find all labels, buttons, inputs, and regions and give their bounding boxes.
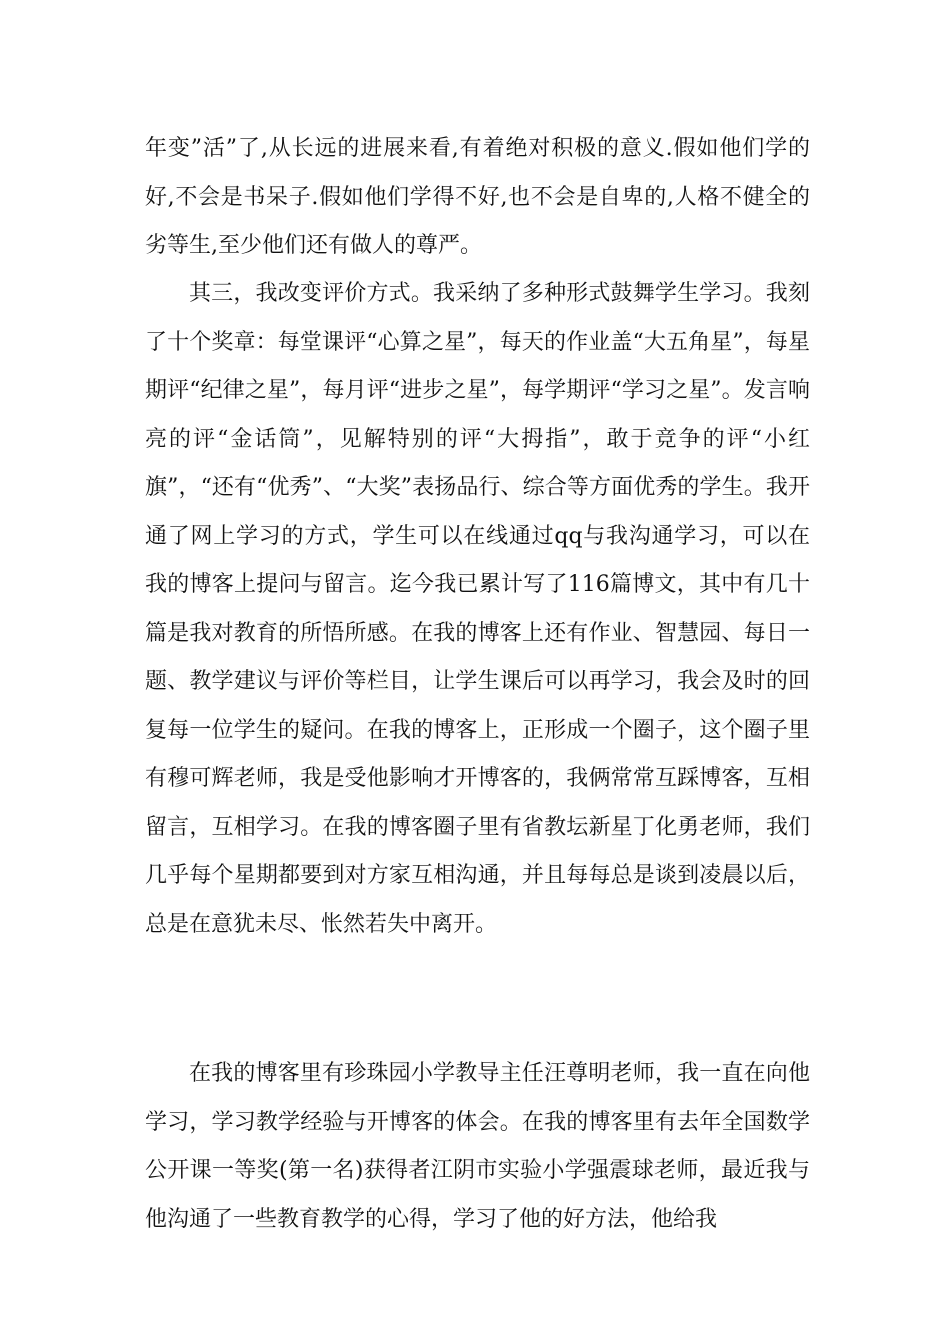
paragraph-blog-circle: 在我的博客里有珍珠园小学教导主任汪尊明老师，我一直在向他学习，学习教学经验与开博客的体会。在我的博客里有去年全国数学公开课一等奖(第一名)获得者江阴市实验小学强震球老师，最近我与他沟通了一些教育教学的心得，学习了他的好方法，他给我 bbox=[145, 1061, 810, 1232]
paragraph-evaluation-methods: 其三，我改变评价方式。我采纳了多种形式鼓舞学生学习。我刻了十个奖章：每堂课评“心算之星”，每天的作业盖“大五角星”，每星期评“纪律之星”，每月评“进步之星”，每学期评“学习之星”。发言响亮的评“金话筒”，见解特别的评“大拇指”，敢于竞争的评“小红旗”，“还有“优秀”、“大奖”表扬品行、综合等方面优秀的学生。我开通了网上学习的方式，学生可以在线通过qq与我沟通学习，可以在我的博客上提问与留言。迄今我已累计写了116篇博文，其中有几十篇是我对教育的所悟所感。在我的博客上还有作业、智慧园、每日一题、教学建议与评价等栏目，让学生课后可以再学习，我会及时的回复每一位学生的疑问。在我的博客上，正形成一个圈子，这个圈子里有穆可辉老师，我是受他影响才开博客的，我俩常常互踩博客，互相留言，互相学习。在我的博客圈子里有省教坛新星丁化勇老师，我们几乎每个星期都要到对方家互相沟通，并且每每总是谈到凌晨以后，总是在意犹未尽、怅然若失中离开。 bbox=[145, 281, 810, 937]
paragraph-continuation: 年变”活”了,从长远的进展来看,有着绝对积极的意义.假如他们学的好,不会是书呆子.假如他们学得不好,也不会是自卑的,人格不健全的劣等生,至少他们还有做人的尊严。 bbox=[145, 136, 810, 258]
